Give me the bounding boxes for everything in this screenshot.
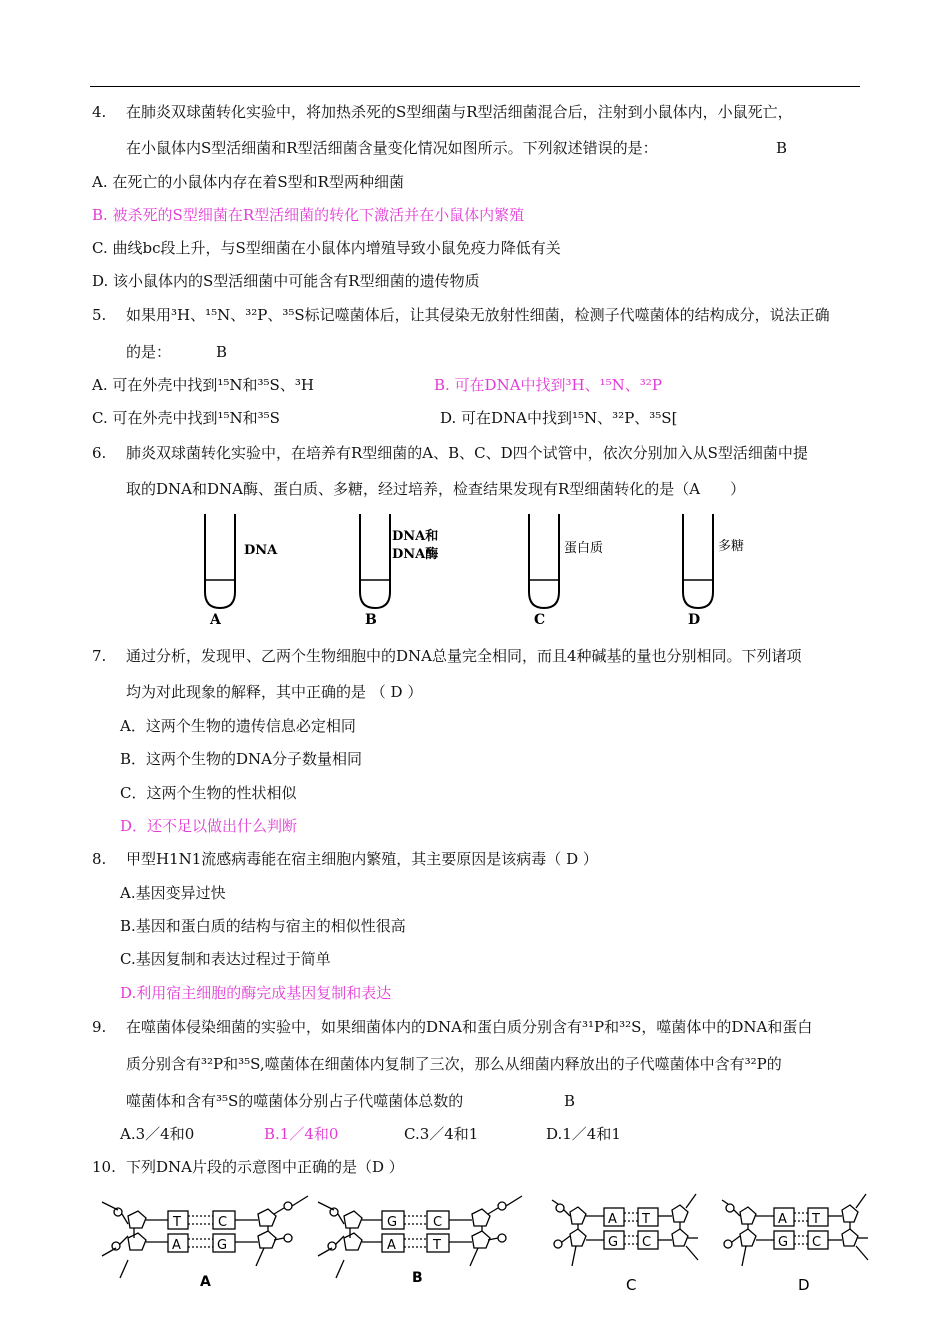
dna-d-top-base-2: T [812,1212,820,1227]
q7-option-d: D．还不足以做出什么判断 [120,817,298,835]
dna-a-top-base-2: C [218,1215,228,1230]
test-tube-c [524,514,634,633]
q7-number: 7. [92,647,107,665]
dna-c-top-base-1: A [608,1212,617,1227]
q9-option-c: C.3／4和1 [404,1125,479,1143]
q4-option-b: B. 被杀死的S型细菌在R型活细菌的转化下激活并在小鼠体内繁殖 [92,206,525,224]
test-tube-d [678,514,788,633]
q4-option-d: D. 该小鼠体内的S型活细菌中可能含有R型细菌的遗传物质 [92,272,480,290]
dna-figure-b [314,1186,534,1296]
dna-a-letter: A [200,1274,211,1290]
dna-b-top-base-2: C [433,1215,443,1230]
q4-option-a: A. 在死亡的小鼠体内存在着S型和R型两种细菌 [92,173,404,191]
q4-number: 4. [92,103,107,121]
tube-a-letter: A [210,612,221,628]
q5-option-c: C. 可在外壳中找到¹⁵N和³⁵S [92,409,280,427]
dna-figure-d [718,1186,888,1302]
dna-c-letter: C [626,1276,637,1294]
q9-option-a: A.3／4和0 [120,1125,195,1143]
q9-answer: B [564,1092,576,1110]
dna-b-bottom-base-2: T [433,1238,441,1253]
dna-a-top-base-1: T [173,1215,181,1230]
dna-a-bottom-base-2: G [217,1238,228,1253]
q8-number: 8. [92,850,107,868]
q6-stem-line2: 取的DNA和DNA酶、蛋白质、多糖，经过培养，检查结果发现有R型细菌转化的是（A ） [126,480,746,498]
q8-option-c: C.基因复制和表达过程过于简单 [120,950,331,968]
tube-b-letter: B [365,612,377,628]
q9-stem-line2: 质分别含有³²P和³⁵S,噬菌体在细菌体内复制了三次，那么从细菌内释放出的子代噬菌体中含有³²P的 [126,1055,782,1073]
tube-a-label: DNA [244,543,278,558]
q9-option-d: D.1／4和1 [546,1125,621,1143]
q7-option-a: A．这两个生物的遗传信息必定相同 [120,717,356,735]
dna-a-bottom-base-1: A [172,1238,181,1253]
q5-option-b: B. 可在DNA中找到³H、¹⁵N、³²P [434,376,662,394]
q7-option-b: B．这两个生物的DNA分子数量相同 [120,750,363,768]
q5-stem-line1: 如果用³H、¹⁵N、³²P、³⁵S标记噬菌体后，让其侵染无放射性细菌，检测子代噬菌体的结构成分，说法正确 [126,306,830,324]
q8-option-a: A.基因变异过快 [120,884,226,902]
dna-figure-c [548,1186,718,1302]
dna-d-bottom-base-2: C [812,1235,822,1250]
q7-stem-line1: 通过分析，发现甲、乙两个生物细胞中的DNA总量完全相同，而且4种碱基的量也分别相同。下列诸项 [126,647,802,665]
q9-number: 9. [92,1018,107,1036]
dna-b-bottom-base-1: A [387,1238,396,1253]
header-rule [90,86,860,87]
q8-option-d: D.利用宿主细胞的酶完成基因复制和表达 [120,984,392,1002]
q10-stem-line1: 下列DNA片段的示意图中正确的是（D ） [126,1158,404,1176]
q4-stem-line1: 在肺炎双球菌转化实验中，将加热杀死的S型细菌与R型活细菌混合后，注射到小鼠体内，小鼠死亡， [126,103,793,121]
dna-c-bottom-base-1: G [608,1235,619,1250]
q5-stem-line2: 的是： [126,343,172,361]
q5-option-a: A. 可在外壳中找到¹⁵N和³⁵S、³H [92,376,314,394]
q4-option-c: C. 曲线bc段上升，与S型细菌在小鼠体内增殖导致小鼠免疫力降低有关 [92,239,561,257]
q7-stem-line2: 均为对此现象的解释，其中正确的是 （ D ） [126,683,423,701]
dna-d-top-base-1: A [778,1212,787,1227]
tube-c-label: 蛋白质 [564,541,604,556]
tube-d-label: 多糖 [718,539,745,554]
q9-option-b: B.1／4和0 [264,1125,339,1143]
dna-figure-a [98,1186,318,1296]
q6-stem-line1: 肺炎双球菌转化实验中，在培养有R型细菌的A、B、C、D四个试管中，依次分别加入从S型活细菌中提 [126,444,808,462]
q8-option-b: B.基因和蛋白质的结构与宿主的相似性很高 [120,917,406,935]
q9-stem-line3: 噬菌体和含有³⁵S的噬菌体分别占子代噬菌体总数的 [126,1092,464,1110]
tube-c-letter: C [534,612,546,628]
test-tube-a [200,514,310,633]
q4-answer: B [776,139,788,157]
q5-answer: B [216,343,228,361]
dna-d-letter: D [798,1276,810,1294]
tube-d-letter: D [688,612,701,628]
q8-stem-line1: 甲型H1N1流感病毒能在宿主细胞内繁殖，其主要原因是该病毒（ D ） [126,850,598,868]
q7-option-c: C．这两个生物的性状相似 [120,784,297,802]
q10-number: 10. [92,1158,116,1176]
tube-b-label-1: DNA和 [392,529,439,544]
q9-stem-line1: 在噬菌体侵染细菌的实验中，如果细菌体内的DNA和蛋白质分别含有³¹P和³²S，噬菌体中的DNA和蛋白 [126,1018,813,1036]
dna-c-bottom-base-2: C [642,1235,652,1250]
dna-b-top-base-1: G [387,1215,398,1230]
q6-number: 6. [92,444,107,462]
dna-c-top-base-2: T [642,1212,650,1227]
dna-d-bottom-base-1: G [778,1235,789,1250]
q5-number: 5. [92,306,107,324]
tube-b-label-2: DNA酶 [392,547,439,562]
q5-option-d: D. 可在DNA中找到¹⁵N、³²P、³⁵S[ [440,409,678,427]
dna-b-letter: B [412,1270,423,1286]
test-tube-b [355,514,465,633]
q4-stem-line2: 在小鼠体内S型活细菌和R型活细菌含量变化情况如图所示。下列叙述错误的是： [126,139,658,157]
